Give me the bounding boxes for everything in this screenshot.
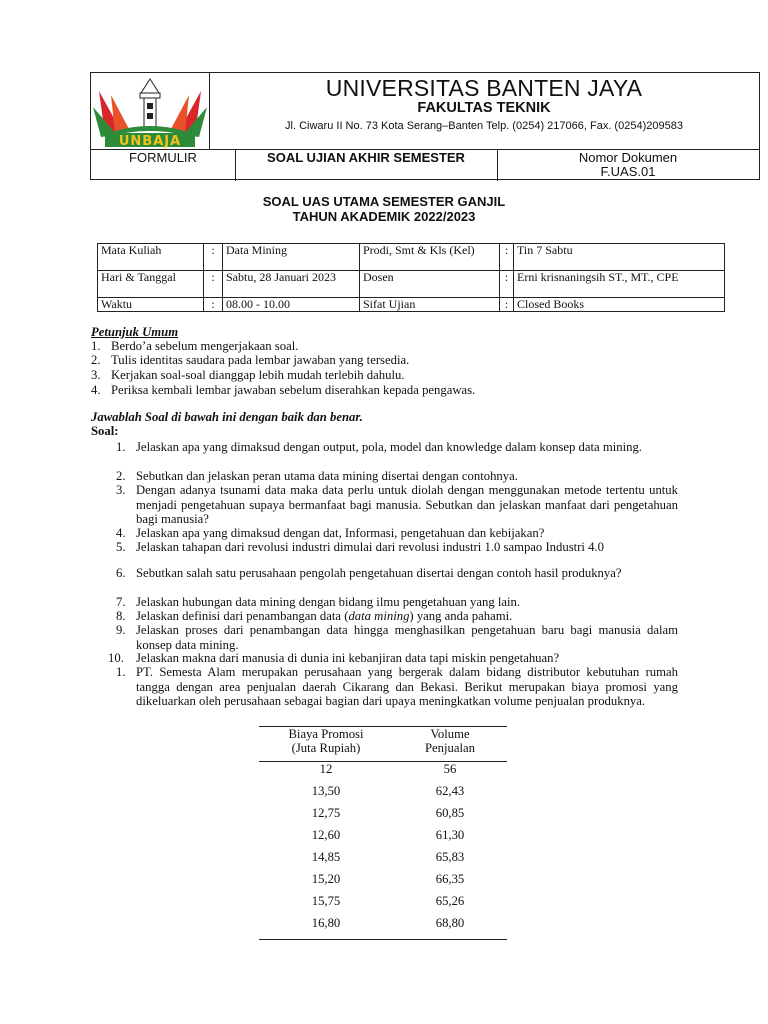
waktu-label: Waktu [98, 298, 204, 312]
colon: : [500, 271, 514, 298]
table-cell: 12,60 [311, 828, 341, 842]
waktu-value: 08.00 - 10.00 [223, 298, 360, 312]
table-cell: 16,80 [311, 916, 341, 930]
university-address: Jl. Ciwaru II No. 73 Kota Serang–Banten Telp. (0254) 217066, Fax. (0254)209583 [285, 120, 683, 132]
table-row [98, 244, 725, 271]
faculty-name: FAKULTAS TEKNIK [417, 100, 551, 116]
table-cell: 66,35 [435, 872, 465, 886]
table-row [98, 271, 725, 298]
colon: : [204, 271, 223, 298]
list-item: 4. Periksa kembali lembar jawaban sebelum diserahkan kepada pengawas. [91, 383, 476, 397]
prodi-value: Tin 7 Sabtu [514, 244, 725, 271]
list-item: 2. Tulis identitas saudara pada lembar jawaban yang tersedia. [91, 353, 410, 367]
form-title: SOAL UJIAN AKHIR SEMESTER [235, 150, 498, 181]
table-bottom-rule [259, 939, 507, 940]
table-cell: 62,43 [435, 784, 465, 798]
question-item: 1. PT. Semesta Alam merupakan perusahaan yang bergerak dalam bidang distributor kebutuhan rumah tangga dengan area penjualan daerah Cikarang dan Bekasi. Berikut merupakan biaya promosi yang dikeluarkan oleh perusahaan sebagai bagian dari upaya meningkatkan volume penjualan produknya. [116, 665, 678, 708]
list-item: 3. Kerjakan soal-soal dianggap lebih mudah terlebih dahulu. [91, 368, 405, 382]
university-name: UNIVERSITAS BANTEN JAYA [325, 75, 643, 101]
table-cell: 14,85 [311, 850, 341, 864]
prodi-label: Prodi, Smt & Kls (Kel) [360, 244, 500, 271]
table-row [98, 298, 725, 312]
colon: : [500, 244, 514, 271]
col2-header: Volume Penjualan [424, 727, 476, 755]
exam-title: SOAL UAS UTAMA SEMESTER GANJIL [262, 194, 506, 209]
table-cell: 15,75 [311, 894, 341, 908]
table-cell: 65,26 [435, 894, 465, 908]
sifat-value: Closed Books [514, 298, 725, 312]
document-number [497, 150, 759, 181]
list-item: 1. Berdo’a sebelum mengerjakaan soal. [91, 339, 299, 353]
question-item: 3. Dengan adanya tsunami data maka data perlu untuk diolah dengan menggunakan metode tertentu untuk menjadi pengetahuan supaya bermanfaat bagi manusia. Sebutkan dan jelaskan manfaat dari pengetahuan bagi manusia? [116, 483, 678, 526]
instruction: Jawablah Soal di bawah ini dengan baik dan benar. [91, 410, 363, 424]
colon: : [204, 244, 223, 271]
form-info-row [91, 149, 759, 180]
table-cell: 12,75 [311, 806, 341, 820]
question-item: 1. Jelaskan apa yang dimaksud dengan output, pola, model dan knowledge dalam konsep data mining. [116, 440, 642, 454]
exam-info-table [97, 243, 725, 312]
table-cell: 65,83 [435, 850, 465, 864]
question-item: 10. Jelaskan makna dari manusia di dunia ini kebanjiran data tapi miskin pengetahuan? [108, 651, 560, 665]
question-item: 7. Jelaskan hubungan data mining dengan bidang ilmu pengetahuan yang lain. [116, 595, 521, 609]
table-cell: 61,30 [435, 828, 465, 842]
question-item: 4. Jelaskan apa yang dimaksud dengan dat, Informasi, pengetahuan dan kebijakan? [116, 526, 545, 540]
question-item: 8. Jelaskan definisi dari penambangan data (data mining) yang anda pahami. [116, 609, 513, 623]
table-cell: 56 [443, 762, 457, 776]
table-cell: 13,50 [311, 784, 341, 798]
table-cell: 15,20 [311, 872, 341, 886]
mk-label: Mata Kuliah [98, 244, 204, 271]
col1-header: Biaya Promosi (Juta Rupiah) [288, 727, 364, 755]
letterhead [90, 72, 760, 180]
question-item: 9. Jelaskan proses dari penambangan data hingga menghasilkan pengetahuan baru bagi manusia dalam konsep data mining. [116, 623, 678, 652]
dosen-label: Dosen [360, 271, 500, 298]
form-label: FORMULIR [91, 150, 236, 181]
soal-label: Soal: [91, 424, 119, 438]
question-item: 2. Sebutkan dan jelaskan peran utama data mining disertai dengan contohnya. [116, 469, 518, 483]
table-cell: 12 [319, 762, 333, 776]
document-number-label: Nomor Dokumen [578, 150, 678, 165]
document-number-value: F.UAS.01 [600, 164, 656, 179]
colon: : [500, 298, 514, 312]
logo-text: UNBAJA [118, 134, 182, 149]
hari-value: Sabtu, 28 Januari 2023 [223, 271, 360, 298]
academic-year: TAHUN AKADEMIK 2022/2023 [292, 209, 476, 224]
dosen-value: Erni krisnaningsih ST., MT., CPE [514, 271, 725, 298]
petunjuk-heading: Petunjuk Umum [91, 325, 179, 339]
hari-label: Hari & Tanggal [98, 271, 204, 298]
question-item: 5. Jelaskan tahapan dari revolusi industri dimulai dari revolusi industri 1.0 sampao Industri 4.0 [116, 540, 604, 554]
mk-value: Data Mining [223, 244, 360, 271]
university-logo [91, 73, 210, 149]
sifat-label: Sifat Ujian [360, 298, 500, 312]
colon: : [204, 298, 223, 312]
table-cell: 60,85 [435, 806, 465, 820]
table-cell: 68,80 [435, 916, 465, 930]
question-item: 6. Sebutkan salah satu perusahaan pengolah pengetahuan disertai dengan contoh hasil produknya? [116, 566, 622, 580]
letterhead-text [209, 73, 759, 149]
